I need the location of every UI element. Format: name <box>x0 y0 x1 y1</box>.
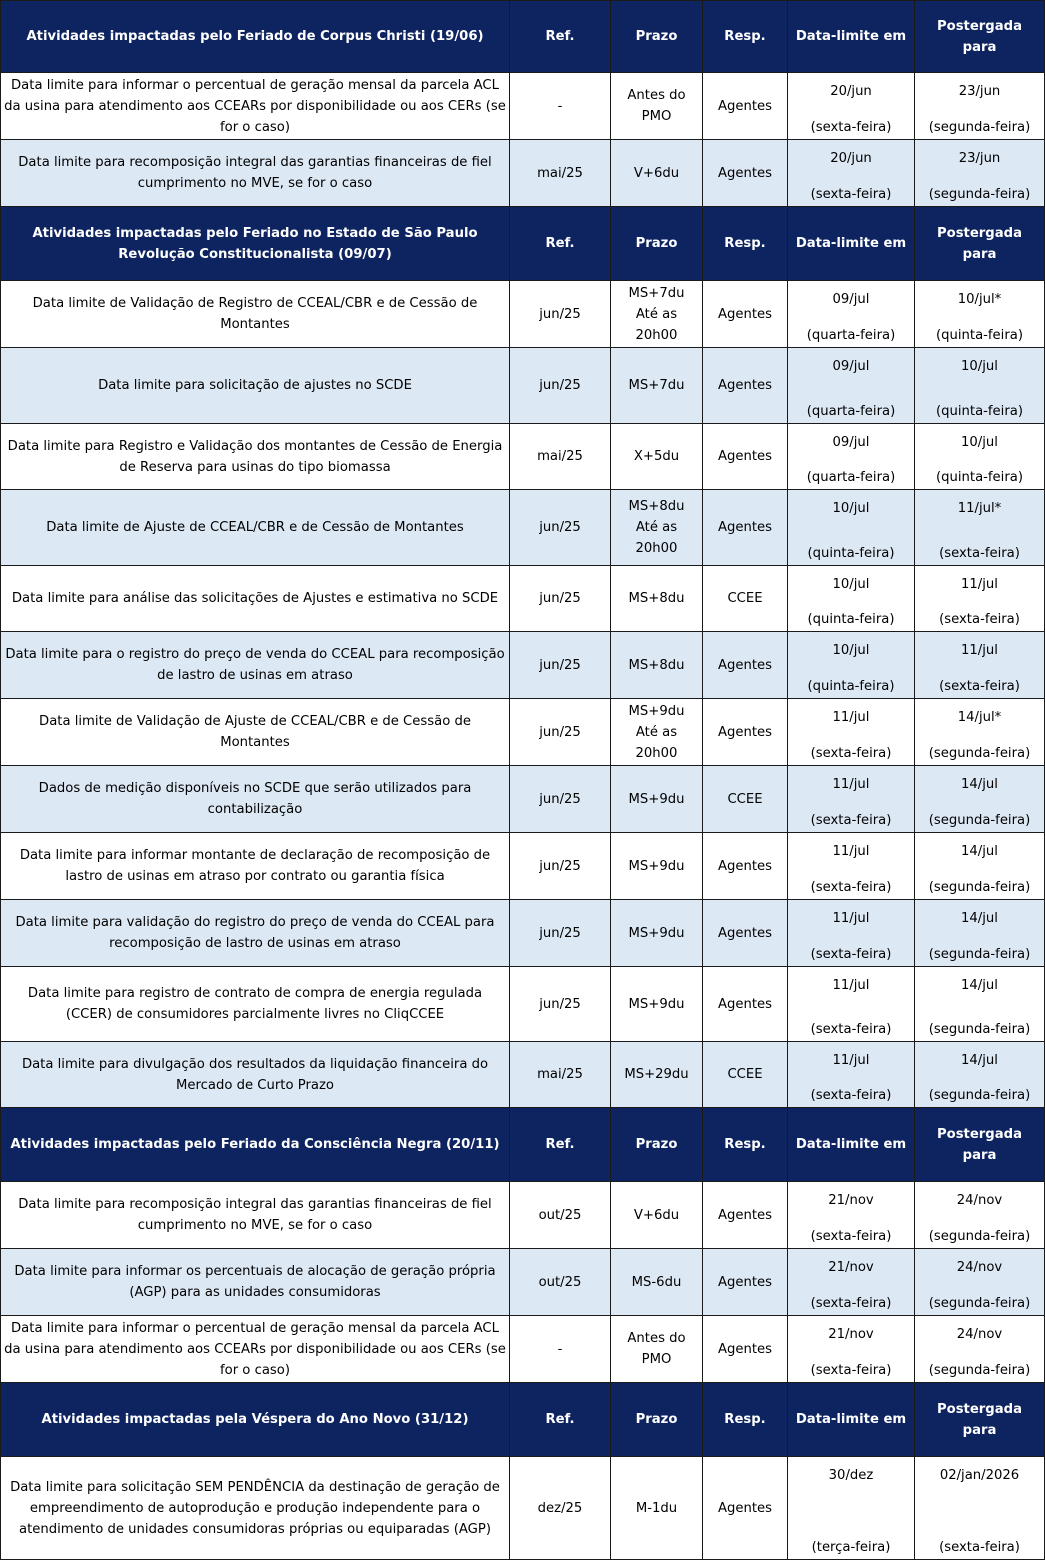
date-value: 11/jul <box>832 777 870 792</box>
prazo-cell <box>611 490 703 566</box>
data-limite-cell <box>788 833 915 900</box>
date-value: 10/jul <box>832 643 870 658</box>
date-value: 10/jul <box>832 501 870 516</box>
date-stack <box>788 1249 914 1315</box>
date-value: 11/jul <box>832 1053 870 1068</box>
prazo-cell <box>611 833 703 900</box>
date-stack <box>788 490 914 565</box>
date-stack <box>788 424 914 489</box>
data-limite-cell <box>788 73 915 140</box>
date-stack <box>915 766 1044 832</box>
weekday-value: (sexta-feira) <box>810 120 892 135</box>
resp-cell: Agentes <box>703 833 788 900</box>
prazo-line: MS+29du <box>624 1067 689 1082</box>
resp-cell: Agentes <box>703 1316 788 1383</box>
column-header-ref: Ref. <box>510 1383 611 1457</box>
postergada-cell <box>915 424 1045 490</box>
ref-cell: jun/25 <box>510 281 611 348</box>
prazo-cell <box>611 140 703 207</box>
table-row <box>1 1182 1045 1249</box>
weekday-value: (sexta-feira) <box>810 187 892 202</box>
prazo-cell <box>611 900 703 967</box>
section-title: Atividades impactadas pela Véspera do Ano Novo (31/12) <box>1 1383 510 1457</box>
date-value: 20/jun <box>830 84 872 99</box>
postergada-cell <box>915 699 1045 766</box>
activity-cell: Data limite para registro de contrato de compra de energia regulada (CCER) de consumidores parcialmente livres no CliqCCEE <box>1 967 510 1042</box>
resp-cell: Agentes <box>703 281 788 348</box>
prazo-cell <box>611 348 703 424</box>
resp-cell: Agentes <box>703 140 788 207</box>
data-limite-cell <box>788 632 915 699</box>
weekday-value: (segunda-feira) <box>928 1296 1031 1311</box>
prazo-line: Antes do <box>627 1331 686 1346</box>
weekday-value: (segunda-feira) <box>928 813 1031 828</box>
prazo-line: MS+7du <box>628 378 685 393</box>
data-limite-cell <box>788 1249 915 1316</box>
date-value: 11/jul <box>832 844 870 859</box>
column-header-postergada: Postergada para <box>915 1383 1045 1457</box>
date-stack <box>915 281 1044 347</box>
postergada-cell <box>915 1042 1045 1108</box>
resp-cell: Agentes <box>703 1457 788 1560</box>
table-row <box>1 833 1045 900</box>
postergada-cell <box>915 1316 1045 1383</box>
date-value: 30/dez <box>828 1468 874 1483</box>
ref-cell: jun/25 <box>510 900 611 967</box>
prazo-line: V+6du <box>633 165 680 181</box>
activity-cell: Data limite para informar o percentual de geração mensal da parcela ACL da usina para atendimento aos CCEARs por disponibilidade ou aos CERs (se for o caso) <box>1 73 510 140</box>
ref-cell: jun/25 <box>510 490 611 566</box>
weekday-value: (quinta-feira) <box>807 679 895 694</box>
ref-cell: jun/25 <box>510 348 611 424</box>
data-limite-cell <box>788 140 915 207</box>
weekday-value: (sexta-feira) <box>810 1363 892 1378</box>
column-header-prazo: Prazo <box>611 1383 703 1457</box>
date-stack <box>915 424 1044 489</box>
ref-cell: jun/25 <box>510 699 611 766</box>
prazo-cell <box>611 1316 703 1383</box>
activity-cell: Data limite para análise das solicitações de Ajustes e estimativa no SCDE <box>1 566 510 632</box>
postergada-cell <box>915 632 1045 699</box>
table-body <box>1 1 1045 1560</box>
weekday-value: (sexta-feira) <box>939 612 1020 627</box>
weekday-value: (segunda-feira) <box>928 880 1031 895</box>
ref-cell: out/25 <box>510 1249 611 1316</box>
date-stack <box>788 766 914 832</box>
prazo-line: Até as 20h00 <box>635 520 678 556</box>
activity-cell: Data limite para informar o percentual de geração mensal da parcela ACL da usina para atendimento aos CCEARs por disponibilidade ou aos CERs (se for o caso) <box>1 1316 510 1383</box>
date-stack <box>915 1249 1044 1315</box>
prazo-cell <box>611 566 703 632</box>
section-header-row <box>1 1383 1045 1457</box>
weekday-value: (sexta-feira) <box>810 947 892 962</box>
date-stack <box>915 833 1044 899</box>
column-header-ref: Ref. <box>510 207 611 281</box>
date-stack <box>915 348 1044 423</box>
resp-cell: CCEE <box>703 766 788 833</box>
resp-cell: Agentes <box>703 1182 788 1249</box>
prazo-cell <box>611 281 703 348</box>
column-header-postergada: Postergada para <box>915 207 1045 281</box>
prazo-cell <box>611 1249 703 1316</box>
table-row <box>1 766 1045 833</box>
table-row <box>1 348 1045 424</box>
date-stack <box>915 967 1044 1041</box>
resp-cell: Agentes <box>703 73 788 140</box>
weekday-value: (quinta-feira) <box>936 470 1023 485</box>
table-row <box>1 632 1045 699</box>
date-stack <box>915 1042 1044 1107</box>
resp-cell: Agentes <box>703 900 788 967</box>
postergada-cell <box>915 1249 1045 1316</box>
prazo-line: M-1du <box>635 1500 678 1516</box>
date-stack <box>915 1182 1044 1248</box>
ref-cell: jun/25 <box>510 833 611 900</box>
activity-cell: Data limite de Ajuste de CCEAL/CBR e de Cessão de Montantes <box>1 490 510 566</box>
date-value: 11/jul <box>961 577 998 592</box>
postergada-cell <box>915 1182 1045 1249</box>
date-value: 09/jul <box>832 435 870 450</box>
resp-cell: Agentes <box>703 490 788 566</box>
weekday-value: (sexta-feira) <box>810 1022 892 1037</box>
weekday-value: (sexta-feira) <box>939 546 1020 561</box>
table-row <box>1 1457 1045 1560</box>
resp-cell: Agentes <box>703 699 788 766</box>
column-header-prazo: Prazo <box>611 207 703 281</box>
prazo-line: MS+8du <box>628 499 685 514</box>
date-value: 11/jul <box>961 643 998 658</box>
resp-cell: Agentes <box>703 424 788 490</box>
prazo-line: MS+7du <box>628 285 685 301</box>
column-header-data-limite: Data-limite em <box>788 207 915 281</box>
weekday-value: (sexta-feira) <box>810 1229 892 1244</box>
section-header-row <box>1 1108 1045 1182</box>
activity-cell: Data limite de Validação de Registro de CCEAL/CBR e de Cessão de Montantes <box>1 281 510 348</box>
weekday-value: (quinta-feira) <box>807 612 895 627</box>
resp-cell: CCEE <box>703 566 788 632</box>
prazo-cell <box>611 1182 703 1249</box>
column-header-resp: Resp. <box>703 1108 788 1182</box>
weekday-value: (segunda-feira) <box>928 947 1031 962</box>
date-stack <box>915 1316 1044 1382</box>
postergada-cell <box>915 281 1045 348</box>
date-value: 14/jul* <box>957 710 1002 725</box>
ref-cell: mai/25 <box>510 1042 611 1108</box>
column-header-data-limite: Data-limite em <box>788 1108 915 1182</box>
data-limite-cell <box>788 699 915 766</box>
date-stack <box>788 140 914 206</box>
ref-cell: jun/25 <box>510 632 611 699</box>
activity-cell: Data limite para informar montante de declaração de recomposição de lastro de usinas em atraso por contrato ou garantia física <box>1 833 510 900</box>
date-value: 11/jul* <box>957 501 1002 516</box>
date-value: 11/jul <box>832 710 870 725</box>
weekday-value: (quarta-feira) <box>806 470 896 485</box>
date-value: 10/jul <box>832 577 870 592</box>
table-row <box>1 424 1045 490</box>
data-limite-cell <box>788 1042 915 1108</box>
prazo-line: V+6du <box>633 1207 680 1223</box>
data-limite-cell <box>788 566 915 632</box>
section-title: Atividades impactadas pelo Feriado da Consciência Negra (20/11) <box>1 1108 510 1182</box>
data-limite-cell <box>788 1316 915 1383</box>
weekday-value: (sexta-feira) <box>939 679 1020 694</box>
date-value: 14/jul <box>961 911 998 926</box>
date-stack <box>788 833 914 899</box>
table-row <box>1 490 1045 566</box>
section-header-row <box>1 1 1045 73</box>
activity-cell: Data limite para recomposição integral das garantias financeiras de fiel cumprimento no MVE, se for o caso <box>1 1182 510 1249</box>
column-header-ref: Ref. <box>510 1 611 73</box>
ref-cell: - <box>510 73 611 140</box>
prazo-line: MS-6du <box>631 1274 682 1290</box>
weekday-value: (segunda-feira) <box>928 120 1031 135</box>
date-value: 14/jul <box>961 1053 998 1068</box>
prazo-cell <box>611 1042 703 1108</box>
data-limite-cell <box>788 900 915 967</box>
prazo-cell <box>611 1457 703 1560</box>
prazo-line: Até as 20h00 <box>635 306 678 343</box>
data-limite-cell <box>788 766 915 833</box>
prazo-line: Antes do <box>627 88 686 103</box>
column-header-resp: Resp. <box>703 1383 788 1457</box>
weekday-value: (quarta-feira) <box>806 404 896 419</box>
ref-cell: jun/25 <box>510 967 611 1042</box>
activity-cell: Data limite para divulgação dos resultados da liquidação financeira do Mercado de Curto Prazo <box>1 1042 510 1108</box>
date-value: 21/nov <box>828 1260 874 1275</box>
date-stack <box>788 632 914 698</box>
date-value: 24/nov <box>956 1260 1003 1275</box>
postergada-cell <box>915 833 1045 900</box>
activity-cell: Data limite para solicitação de ajustes no SCDE <box>1 348 510 424</box>
ref-cell: mai/25 <box>510 140 611 207</box>
data-limite-cell <box>788 490 915 566</box>
prazo-line: MS+9du <box>628 791 685 807</box>
section-header-row <box>1 207 1045 281</box>
date-value: 09/jul <box>832 359 870 374</box>
prazo-line: MS+9du <box>628 925 685 941</box>
date-stack <box>915 566 1044 631</box>
column-header-prazo: Prazo <box>611 1108 703 1182</box>
column-header-postergada: Postergada para <box>915 1108 1045 1182</box>
table-row <box>1 699 1045 766</box>
table-row <box>1 1249 1045 1316</box>
weekday-value: (sexta-feira) <box>810 1296 892 1311</box>
date-stack <box>788 1316 914 1382</box>
date-stack <box>788 1457 914 1559</box>
resp-cell: Agentes <box>703 348 788 424</box>
column-header-data-limite: Data-limite em <box>788 1 915 73</box>
activity-cell: Data limite de Validação de Ajuste de CCEAL/CBR e de Cessão de Montantes <box>1 699 510 766</box>
postergada-cell <box>915 73 1045 140</box>
ref-cell: dez/25 <box>510 1457 611 1560</box>
weekday-value: (sexta-feira) <box>810 880 892 895</box>
prazo-cell <box>611 699 703 766</box>
date-stack <box>788 1042 914 1107</box>
prazo-cell <box>611 73 703 140</box>
date-stack <box>788 348 914 423</box>
prazo-line: PMO <box>641 1352 672 1367</box>
date-stack <box>788 967 914 1041</box>
postergada-cell <box>915 900 1045 967</box>
postergada-cell <box>915 566 1045 632</box>
activity-cell: Data limite para o registro do preço de venda do CCEAL para recomposição de lastro de usinas em atraso <box>1 632 510 699</box>
weekday-value: (quarta-feira) <box>806 328 896 343</box>
date-value: 14/jul <box>961 777 998 792</box>
date-stack <box>915 699 1044 765</box>
data-limite-cell <box>788 1457 915 1560</box>
weekday-value: (quinta-feira) <box>936 404 1023 419</box>
postergada-cell <box>915 140 1045 207</box>
date-stack <box>915 632 1044 698</box>
resp-cell: Agentes <box>703 967 788 1042</box>
weekday-value: (segunda-feira) <box>928 1022 1031 1037</box>
date-stack <box>788 281 914 347</box>
prazo-line: MS+9du <box>628 996 685 1012</box>
table-row <box>1 1316 1045 1383</box>
column-header-resp: Resp. <box>703 207 788 281</box>
prazo-line: PMO <box>641 109 672 124</box>
ref-cell: - <box>510 1316 611 1383</box>
date-stack <box>788 900 914 966</box>
data-limite-cell <box>788 1182 915 1249</box>
weekday-value: (sexta-feira) <box>939 1540 1020 1555</box>
prazo-cell <box>611 967 703 1042</box>
activity-cell: Data limite para validação do registro do preço de venda do CCEAL para recomposição de lastro de usinas em atraso <box>1 900 510 967</box>
prazo-line: MS+9du <box>628 858 685 874</box>
date-value: 20/jun <box>830 151 872 166</box>
date-value: 23/jun <box>958 84 1001 99</box>
activity-cell: Dados de medição disponíveis no SCDE que serão utilizados para contabilização <box>1 766 510 833</box>
date-stack <box>915 900 1044 966</box>
date-value: 10/jul <box>961 359 998 374</box>
postergada-cell <box>915 967 1045 1042</box>
weekday-value: (sexta-feira) <box>810 746 892 761</box>
activity-cell: Data limite para Registro e Validação dos montantes de Cessão de Energia de Reserva para usinas do tipo biomassa <box>1 424 510 490</box>
column-header-data-limite: Data-limite em <box>788 1383 915 1457</box>
weekday-value: (segunda-feira) <box>928 1088 1031 1103</box>
date-value: 23/jun <box>958 151 1001 166</box>
prazo-cell <box>611 766 703 833</box>
weekday-value: (terça-feira) <box>811 1540 891 1555</box>
date-value: 11/jul <box>832 978 870 993</box>
date-value: 10/jul* <box>957 292 1002 307</box>
date-value: 11/jul <box>832 911 870 926</box>
column-header-resp: Resp. <box>703 1 788 73</box>
table-row <box>1 566 1045 632</box>
prazo-line: MS+8du <box>628 591 685 606</box>
date-value: 10/jul <box>961 435 998 450</box>
resp-cell: Agentes <box>703 1249 788 1316</box>
data-limite-cell <box>788 348 915 424</box>
column-header-postergada: Postergada para <box>915 1 1045 73</box>
prazo-cell <box>611 424 703 490</box>
date-value: 14/jul <box>961 844 998 859</box>
date-stack <box>915 490 1044 565</box>
date-value: 21/nov <box>828 1327 874 1342</box>
weekday-value: (sexta-feira) <box>810 813 892 828</box>
postergada-cell <box>915 1457 1045 1560</box>
weekday-value: (sexta-feira) <box>810 1088 892 1103</box>
date-value: 21/nov <box>828 1193 874 1208</box>
section-title: Atividades impactadas pelo Feriado no Estado de São Paulo Revolução Constitucionalista (09/07) <box>1 207 510 281</box>
ref-cell: mai/25 <box>510 424 611 490</box>
date-stack <box>915 1457 1044 1559</box>
date-value: 24/nov <box>956 1193 1003 1208</box>
weekday-value: (segunda-feira) <box>928 187 1031 202</box>
date-stack <box>788 73 914 139</box>
date-value: 14/jul <box>961 978 998 993</box>
table-row <box>1 73 1045 140</box>
table-row <box>1 900 1045 967</box>
weekday-value: (quinta-feira) <box>936 328 1023 343</box>
prazo-line: Até as 20h00 <box>635 724 678 761</box>
prazo-line: X+5du <box>633 449 680 464</box>
prazo-cell <box>611 632 703 699</box>
activity-cell: Data limite para informar os percentuais de alocação de geração própria (AGP) para as unidades consumidoras <box>1 1249 510 1316</box>
date-stack <box>915 73 1044 139</box>
column-header-ref: Ref. <box>510 1108 611 1182</box>
date-stack <box>788 566 914 631</box>
date-stack <box>788 1182 914 1248</box>
postergada-cell <box>915 490 1045 566</box>
table-row <box>1 281 1045 348</box>
section-title: Atividades impactadas pelo Feriado de Corpus Christi (19/06) <box>1 1 510 73</box>
date-value: 09/jul <box>832 292 870 307</box>
date-stack <box>788 699 914 765</box>
weekday-value: (segunda-feira) <box>928 1363 1031 1378</box>
weekday-value: (segunda-feira) <box>928 746 1031 761</box>
ref-cell: jun/25 <box>510 566 611 632</box>
postergada-cell <box>915 766 1045 833</box>
data-limite-cell <box>788 967 915 1042</box>
resp-cell: Agentes <box>703 632 788 699</box>
table-row <box>1 140 1045 207</box>
activity-cell: Data limite para solicitação SEM PENDÊNCIA da destinação de geração de empreendimento de autoprodução e produção independente para o atendimento de unidades consumidoras próprias ou equiparadas (AGP) <box>1 1457 510 1560</box>
date-value: 24/nov <box>956 1327 1003 1342</box>
postergada-cell <box>915 348 1045 424</box>
date-stack <box>915 140 1044 206</box>
data-limite-cell <box>788 281 915 348</box>
prazo-line: MS+8du <box>628 657 685 673</box>
table-row <box>1 1042 1045 1108</box>
activity-cell: Data limite para recomposição integral das garantias financeiras de fiel cumprimento no MVE, se for o caso <box>1 140 510 207</box>
date-value: 02/jan/2026 <box>939 1468 1020 1483</box>
resp-cell: CCEE <box>703 1042 788 1108</box>
ref-cell: out/25 <box>510 1182 611 1249</box>
column-header-prazo: Prazo <box>611 1 703 73</box>
prazo-line: MS+9du <box>628 703 685 719</box>
data-limite-cell <box>788 424 915 490</box>
weekday-value: (segunda-feira) <box>928 1229 1031 1244</box>
weekday-value: (quinta-feira) <box>807 546 895 561</box>
ref-cell: jun/25 <box>510 766 611 833</box>
table-row <box>1 967 1045 1042</box>
